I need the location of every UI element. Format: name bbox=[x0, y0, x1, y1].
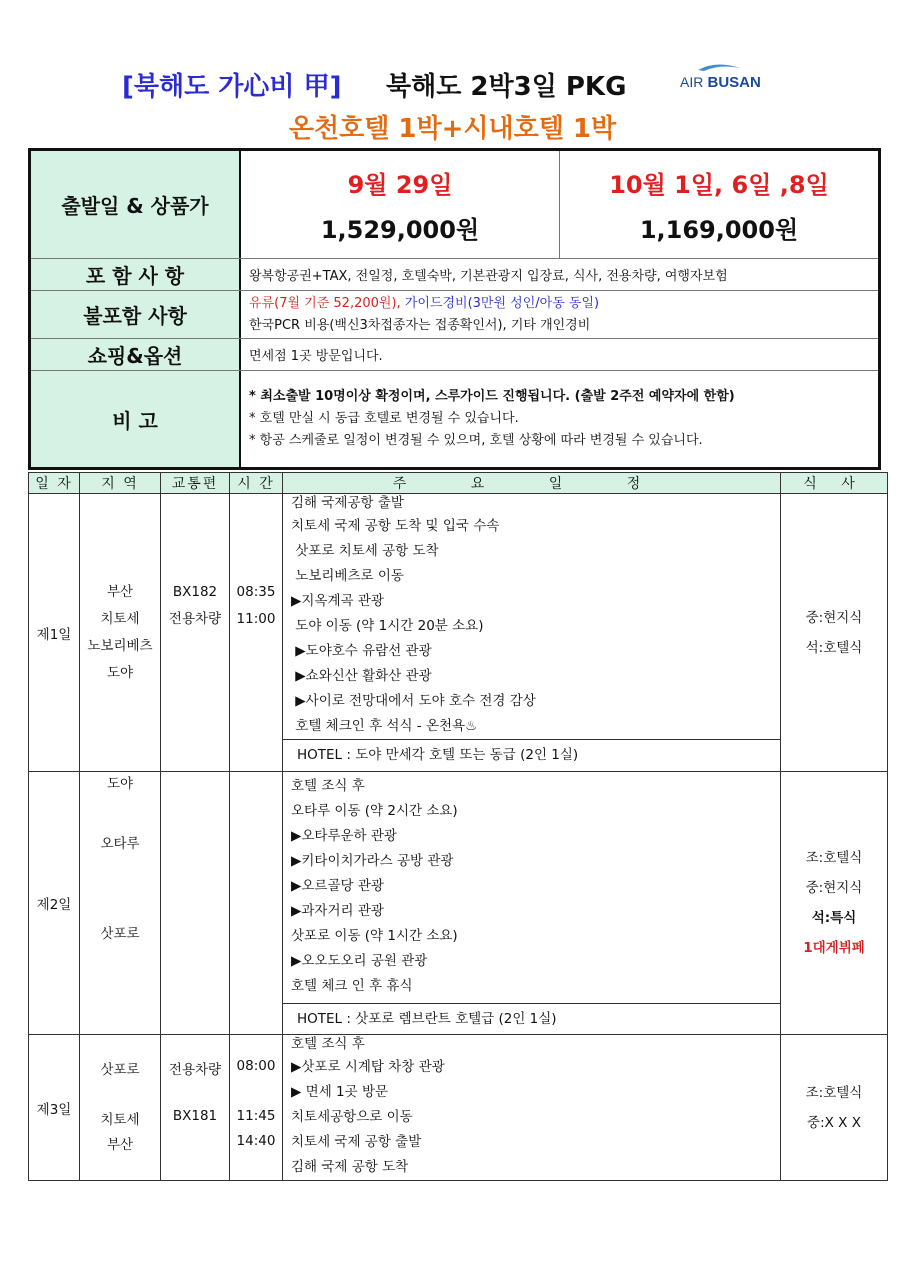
meal-item: 석:호텔식 bbox=[805, 639, 863, 656]
area-item: 도야 bbox=[106, 664, 134, 681]
airbusan-logo bbox=[676, 62, 776, 98]
header-meal: 식 사 bbox=[781, 473, 888, 494]
excluded-fuel: 유류(7월 기준 52,200원), bbox=[249, 295, 405, 311]
excluded-content bbox=[241, 291, 878, 338]
header-transport: 교통편 bbox=[161, 473, 230, 494]
airbusan-swoosh-icon bbox=[696, 62, 742, 72]
time-item: 08:00 bbox=[236, 1057, 276, 1074]
day-transport bbox=[161, 772, 230, 1035]
departure-date: 10월 1일, 6일 ,8일 bbox=[609, 170, 829, 199]
schedule-line: ▶오르골당 관광 bbox=[291, 878, 384, 894]
departure-price: 1,529,000원 bbox=[320, 215, 480, 244]
day-meals bbox=[781, 772, 888, 1035]
note-line: * 항공 스케줄로 일정이 변경될 수 있으며, 호텔 상황에 따라 변경될 수 있습니다. bbox=[249, 433, 703, 448]
schedule-line: ▶오타루운하 관광 bbox=[291, 828, 397, 844]
departure-dates bbox=[241, 151, 878, 258]
schedule-line: 노보리베츠로 이동 bbox=[291, 568, 404, 584]
schedule-line: ▶쇼와신산 활화산 관광 bbox=[291, 668, 432, 684]
notes-row bbox=[31, 371, 878, 467]
logo-busan: BUSAN bbox=[707, 74, 761, 91]
time-item: 14:40 bbox=[236, 1132, 276, 1149]
schedule-line: ▶사이로 전망대에서 도야 호수 전경 감상 bbox=[291, 693, 536, 709]
hotel-line: HOTEL : 삿포로 렘브란트 호텔급 (2인 1실) bbox=[283, 1003, 780, 1034]
schedule-line: ▶지옥계곡 관광 bbox=[291, 593, 384, 609]
area-item: 도야 bbox=[106, 776, 134, 792]
schedule-line: 삿포로 이동 (약 1시간 소요) bbox=[291, 928, 458, 944]
departure-price: 1,169,000원 bbox=[639, 215, 799, 244]
logo-air: AIR bbox=[680, 74, 704, 90]
itinerary-day-row bbox=[29, 1035, 888, 1181]
area-item: 노보리베츠 bbox=[87, 637, 153, 654]
day-transport bbox=[161, 494, 230, 772]
note-line: * 호텔 만실 시 동급 호텔로 변경될 수 있습니다. bbox=[249, 411, 519, 426]
schedule-line: 김해 국제공항 출발 bbox=[291, 495, 404, 511]
transport-item: 전용차량 bbox=[168, 610, 222, 627]
day-times bbox=[230, 1035, 283, 1181]
shopping-label: 쇼핑&옵션 bbox=[31, 339, 241, 370]
meal-item: 조:호텔식 bbox=[805, 1084, 863, 1101]
header-time: 시 간 bbox=[230, 473, 283, 494]
area-item: 삿포로 bbox=[100, 1061, 140, 1078]
meal-item: 중:현지식 bbox=[805, 880, 863, 896]
departure-option bbox=[559, 151, 878, 258]
area-item: 부산 bbox=[106, 1136, 134, 1153]
day-times bbox=[230, 494, 283, 772]
title-bracket: [북해도 가心비 甲] bbox=[122, 72, 342, 102]
departure-date: 9월 29일 bbox=[347, 170, 453, 199]
header-schedule: 주 요 일 정 bbox=[283, 473, 781, 494]
itinerary-day-row bbox=[29, 772, 888, 1035]
day-meals bbox=[781, 494, 888, 772]
area-item: 오타루 bbox=[100, 836, 140, 852]
excluded-guide: 가이드경비(3만원 성인/아동 동일) bbox=[404, 295, 600, 311]
time-item: 08:35 bbox=[236, 583, 276, 600]
meal-item: 조:호텔식 bbox=[805, 850, 863, 866]
day-meals bbox=[781, 1035, 888, 1181]
schedule-line: 호텔 조식 후 bbox=[291, 1036, 365, 1052]
header-day: 일 자 bbox=[29, 473, 80, 494]
note-line: * 최소출발 10명이상 확정이며, 스루가이드 진행됩니다. (출발 2주전 예약자에 한함) bbox=[249, 389, 735, 404]
included-row bbox=[31, 259, 878, 291]
itinerary-header-row bbox=[29, 473, 888, 494]
transport-item: BX181 bbox=[172, 1107, 218, 1124]
schedule-line: 치토세공항으로 이동 bbox=[291, 1109, 413, 1125]
schedule-line: 치토세 국제 공항 출발 bbox=[291, 1134, 422, 1150]
day-times bbox=[230, 772, 283, 1035]
area-item: 치토세 bbox=[100, 1111, 140, 1128]
schedule-line: 호텔 조식 후 bbox=[291, 778, 365, 794]
time-item: 11:45 bbox=[236, 1107, 276, 1124]
transport-item: BX182 bbox=[172, 583, 218, 600]
departure-option bbox=[241, 151, 559, 258]
schedule-line: 호텔 체크인 후 석식 - 온천욕♨ bbox=[291, 718, 478, 734]
header-area: 지 역 bbox=[80, 473, 161, 494]
schedule-line: 호텔 체크 인 후 휴식 bbox=[291, 978, 413, 994]
area-item: 치토세 bbox=[100, 610, 140, 627]
included-text: 왕복항공권+TAX, 전일정, 호텔숙박, 기본관광지 입장료, 식사, 전용차량, 여행자보험 bbox=[249, 269, 728, 284]
departure-row bbox=[31, 151, 878, 259]
notes-content bbox=[241, 371, 878, 467]
schedule-line: 오타루 이동 (약 2시간 소요) bbox=[291, 803, 458, 819]
schedule-line: ▶삿포로 시계탑 차창 관광 bbox=[291, 1059, 445, 1075]
schedule-line: ▶과자거리 관광 bbox=[291, 903, 384, 919]
schedule-line: ▶도야호수 유람선 관광 bbox=[291, 643, 432, 659]
excluded-line1 bbox=[249, 293, 870, 315]
transport-item: 전용차량 bbox=[168, 1061, 222, 1078]
excluded-row bbox=[31, 291, 878, 339]
meal-item: 중:현지식 bbox=[805, 609, 863, 626]
schedule-line: 치토세 국제 공항 도착 및 입국 수속 bbox=[291, 518, 500, 534]
departure-label: 출발일 & 상품가 bbox=[31, 151, 241, 258]
day-schedule bbox=[283, 772, 781, 1035]
day-transport bbox=[161, 1035, 230, 1181]
schedule-line: ▶키타이치가라스 공방 관광 bbox=[291, 853, 454, 869]
schedule-line: 도야 이동 (약 1시간 20분 소요) bbox=[291, 618, 484, 634]
meal-item: 중:X X X bbox=[807, 1114, 861, 1131]
schedule-line: ▶ 면세 1곳 방문 bbox=[291, 1084, 389, 1100]
day-label: 제2일 bbox=[29, 772, 80, 1035]
schedule-line: ▶오오도오리 공원 관광 bbox=[291, 953, 428, 969]
excluded-label: 불포함 사항 bbox=[31, 291, 241, 338]
excluded-line2: 한국PCR 비용(백신3차접종자는 접종확인서), 기타 개인경비 bbox=[249, 317, 591, 333]
summary-table bbox=[28, 148, 881, 470]
shopping-row bbox=[31, 339, 878, 371]
day-areas bbox=[80, 772, 161, 1035]
day-schedule bbox=[283, 1035, 781, 1181]
day-label: 제3일 bbox=[29, 1035, 80, 1181]
day-schedule bbox=[283, 494, 781, 772]
area-item: 삿포로 bbox=[100, 926, 140, 942]
subtitle: 온천호텔 1박+시내호텔 1박 bbox=[288, 114, 617, 144]
title-main: 북해도 2박3일 PKG bbox=[386, 72, 627, 102]
hotel-line: HOTEL : 도야 만세각 호텔 또는 동급 (2인 1실) bbox=[283, 739, 780, 770]
day-areas bbox=[80, 1035, 161, 1181]
time-item: 11:00 bbox=[236, 610, 276, 627]
schedule-line: 삿포로 치토세 공항 도착 bbox=[291, 543, 439, 559]
day-label: 제1일 bbox=[29, 494, 80, 772]
itinerary-day-row bbox=[29, 494, 888, 772]
meal-item: 석:특식 bbox=[811, 910, 857, 926]
notes-label: 비 고 bbox=[31, 371, 241, 467]
area-item: 부산 bbox=[106, 583, 134, 600]
itinerary-table bbox=[28, 472, 888, 1181]
shopping-text: 면세점 1곳 방문입니다. bbox=[249, 349, 383, 364]
schedule-line: 김해 국제 공항 도착 bbox=[291, 1159, 409, 1175]
day-areas bbox=[80, 494, 161, 772]
airbusan-logo-text bbox=[680, 74, 761, 91]
included-label: 포 함 사 항 bbox=[31, 259, 241, 290]
meal-special: 1대게뷔페 bbox=[803, 940, 865, 956]
